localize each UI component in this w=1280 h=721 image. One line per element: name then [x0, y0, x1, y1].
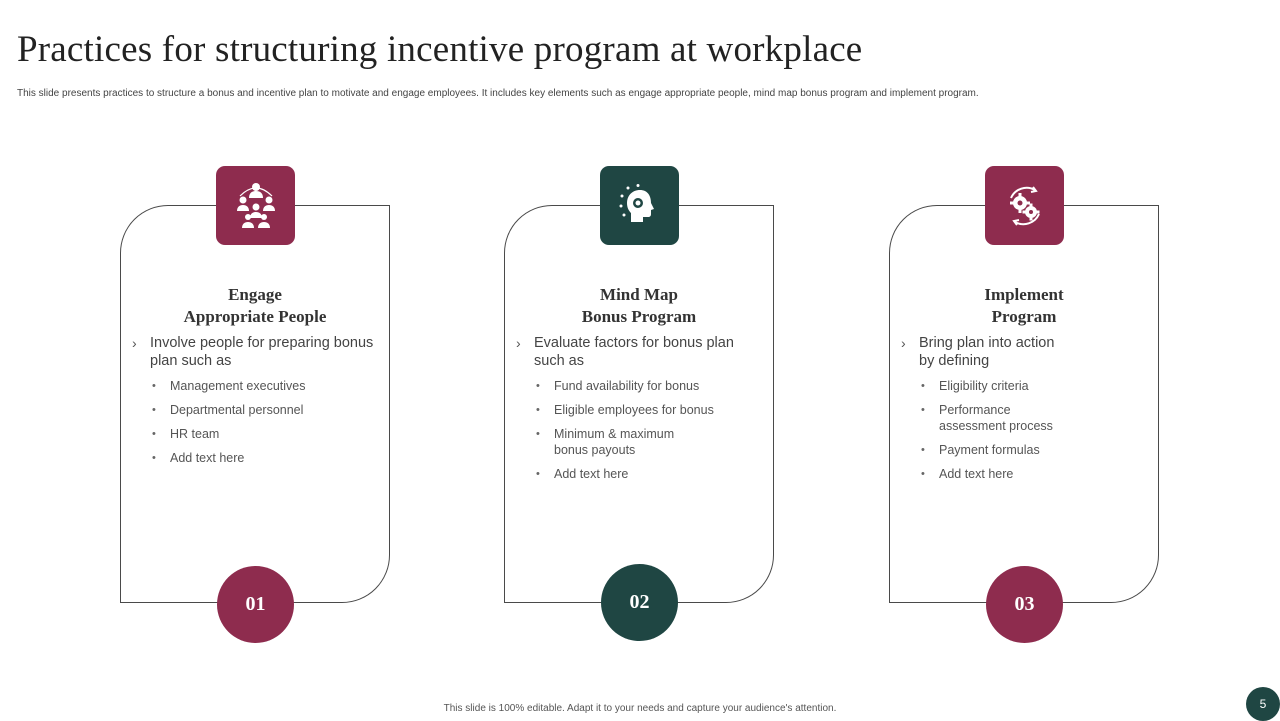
step-number-badge: 02 [601, 564, 678, 641]
card-bullet-list [170, 378, 380, 474]
card-lead [516, 334, 766, 370]
card-heading-line: Program [991, 307, 1057, 326]
head-gear-icon [600, 166, 679, 245]
list-item: • Payment formulas [939, 442, 1149, 458]
list-item: • Minimum & maximum bonus payouts [554, 426, 694, 458]
practice-card-implement [889, 205, 1159, 603]
list-item: • HR team [170, 426, 380, 442]
card-heading-line: Appropriate People [183, 307, 327, 326]
list-item: • Management executives [170, 378, 380, 394]
gears-cycle-icon [985, 166, 1064, 245]
list-item: • Performance assessment process [939, 402, 1069, 434]
practice-card-engage [120, 205, 390, 603]
card-lead-text: Bring plan into action by defining [919, 335, 1055, 369]
card-heading [890, 284, 1158, 328]
card-bullet-list [554, 378, 764, 490]
card-heading-line: Bonus Program [581, 307, 697, 326]
step-number-badge: 03 [986, 566, 1063, 643]
slide-subtitle: This slide presents practices to structure a bonus and incentive plan to motivate and engage employees. It includes key elements such as engage appropriate people, mind map bonus program and implement program. [17, 88, 979, 99]
card-heading-line: Mind Map [600, 285, 678, 304]
card-heading-line: Engage [228, 285, 282, 304]
chevron-right-icon: › [516, 335, 521, 351]
card-heading [121, 284, 389, 328]
card-lead [901, 334, 1069, 370]
practice-card-mind-map [504, 205, 774, 603]
card-lead-text: Evaluate factors for bonus plan such as [534, 335, 734, 369]
list-item: • Add text here [939, 466, 1149, 482]
card-heading-line: Implement [984, 285, 1064, 304]
list-item: • Eligible employees for bonus [554, 402, 764, 418]
list-item: • Add text here [554, 466, 764, 482]
card-lead-text: Involve people for preparing bonus plan such as [150, 335, 374, 369]
chevron-right-icon: › [901, 335, 906, 351]
list-item: • Fund availability for bonus [554, 378, 764, 394]
people-network-icon [216, 166, 295, 245]
card-bullet-list [939, 378, 1149, 490]
chevron-right-icon: › [132, 335, 137, 351]
card-heading [505, 284, 773, 328]
page-number-badge: 5 [1246, 687, 1280, 721]
list-item: • Add text here [170, 450, 380, 466]
slide-footer: This slide is 100% editable. Adapt it to your needs and capture your audience's attention. [443, 703, 837, 714]
card-lead [132, 334, 382, 370]
step-number-badge: 01 [217, 566, 294, 643]
slide-title: Practices for structuring incentive program at workplace [17, 29, 863, 70]
list-item: • Eligibility criteria [939, 378, 1149, 394]
list-item: • Departmental personnel [170, 402, 380, 418]
